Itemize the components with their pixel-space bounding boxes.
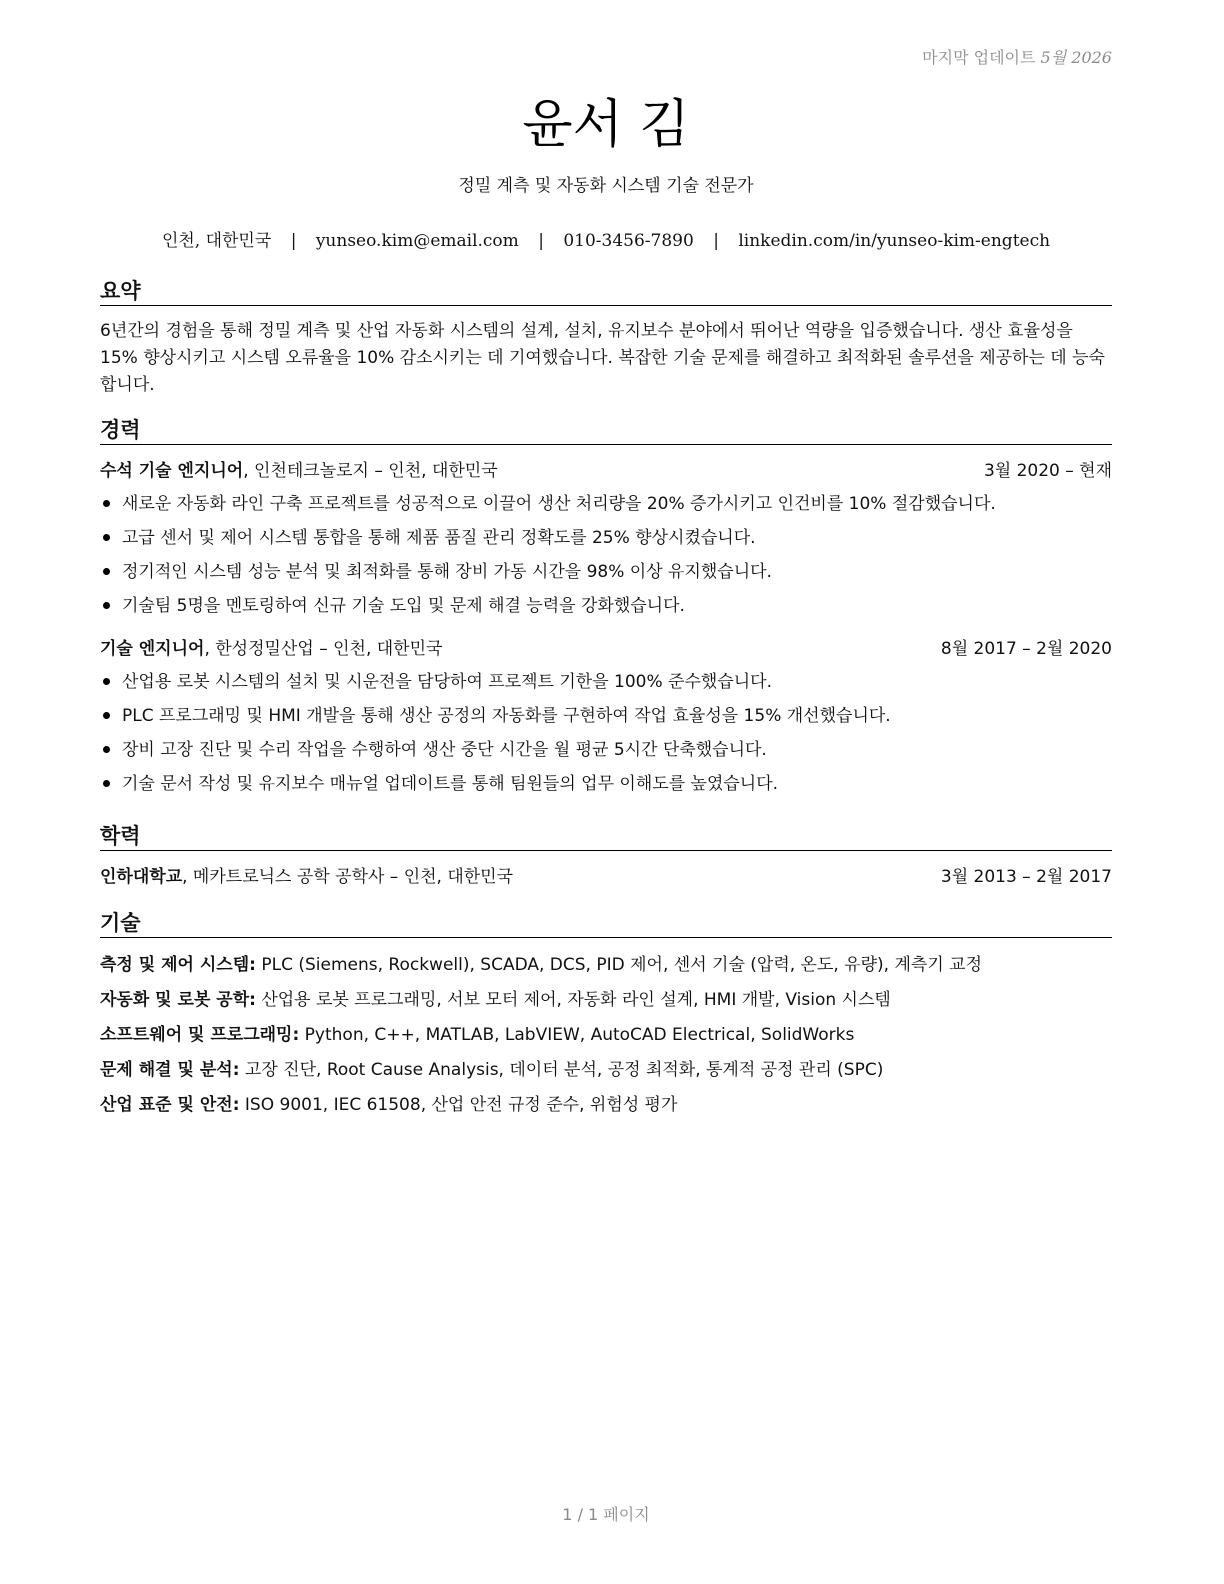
bullet-icon <box>103 780 110 787</box>
summary-heading: 요약 <box>100 277 1112 306</box>
skill-row <box>100 948 1112 983</box>
last-updated-prefix: 마지막 업데이트 <box>922 48 1036 67</box>
contact-separator: | <box>713 231 719 251</box>
candidate-name: 윤서 김 <box>522 95 690 155</box>
page-indicator: 1 / 1 페이지 <box>562 1505 650 1524</box>
skills-heading: 기술 <box>100 909 1112 938</box>
bullet-icon <box>103 678 110 685</box>
summary-text: 6년간의 경험을 통해 정밀 계측 및 산업 자동화 시스템의 설계, 설치, 유지보수 분야에서 뛰어난 역량을 입증했습니다. 생산 효율성을 15% 향상시키고 시스템 오류율을 10% 감소시키는 데 기여했습니다. 복잡한 기술 문제를 해결하고 최적화된 솔루션을 제공하는 데 능숙합니다. <box>100 321 1105 395</box>
skills-list <box>100 948 1112 1123</box>
education-detail: , 메카트로닉스 공학 공학사 – 인천, 대한민국 <box>182 867 514 887</box>
contact-separator: | <box>290 231 297 251</box>
bullet-text: 기술팀 5명을 멘토링하여 신규 기술 도입 및 문제 해결 능력을 강화했습니다. <box>122 596 685 616</box>
contact-phone: 010-3456-7890 <box>563 231 694 251</box>
bullet-item <box>100 767 1112 801</box>
skill-label: 산업 표준 및 안전: <box>100 1095 240 1115</box>
job-role: 수석 기술 엔지니어 <box>100 461 244 481</box>
last-updated-date: 5월 2026 <box>1040 48 1112 67</box>
job-title-line <box>100 637 442 661</box>
education-section <box>100 822 1112 889</box>
experience-heading: 경력 <box>100 416 1112 445</box>
bullet-icon <box>103 712 110 719</box>
bullet-item <box>100 487 1112 521</box>
bullet-icon <box>103 534 110 541</box>
bullet-text: 고급 센서 및 제어 시스템 통합을 통해 제품 품질 관리 정확도를 25% 향상시켰습니다. <box>122 528 756 548</box>
skill-row <box>100 983 1112 1018</box>
skill-value: 고장 진단, Root Cause Analysis, 데이터 분석, 공정 최적화, 통계적 공정 관리 (SPC) <box>239 1060 884 1080</box>
bullet-text: 새로운 자동화 라인 구축 프로젝트를 성공적으로 이끌어 생산 처리량을 20% 증가시키고 인건비를 10% 절감했습니다. <box>122 494 996 514</box>
summary-section <box>100 277 1112 399</box>
contact-line <box>100 226 1112 251</box>
job-bullets <box>100 487 1112 623</box>
skill-value: ISO 9001, IEC 61508, 산업 안전 규정 준수, 위험성 평가 <box>239 1095 678 1115</box>
job-org: , 인천테크놀로지 – 인천, 대한민국 <box>243 461 498 481</box>
job-entry <box>100 459 1112 623</box>
job-dates: 8월 2017 – 2월 2020 <box>940 639 1112 659</box>
bullet-item <box>100 521 1112 555</box>
bullet-item <box>100 665 1112 699</box>
experience-section <box>100 416 1112 801</box>
job-entry <box>100 637 1112 801</box>
bullet-text: 정기적인 시스템 성능 분석 및 최적화를 통해 장비 가동 시간을 98% 이상 유지했습니다. <box>122 562 772 582</box>
job-header <box>100 459 1112 483</box>
contact-linkedin[interactable]: linkedin.com/in/yunseo-kim-engtech <box>738 231 1051 251</box>
skill-row <box>100 1053 1112 1088</box>
job-bullets <box>100 665 1112 801</box>
skill-label: 측정 및 제어 시스템: <box>100 955 256 975</box>
bullet-icon <box>103 500 110 507</box>
job-org: , 한성정밀산업 – 인천, 대한민국 <box>204 639 443 659</box>
bullet-item <box>100 699 1112 733</box>
job-dates: 3월 2020 – 현재 <box>983 461 1112 481</box>
bullet-text: 기술 문서 작성 및 유지보수 매뉴얼 업데이트를 통해 팀원들의 업무 이해도를 높였습니다. <box>122 774 779 794</box>
skill-value: PLC (Siemens, Rockwell), SCADA, DCS, PID 제어, 센서 기술 (압력, 온도, 유량), 계측기 교정 <box>255 955 983 975</box>
bullet-icon <box>103 746 110 753</box>
bullet-icon <box>103 568 110 575</box>
skill-label: 자동화 및 로봇 공학: <box>100 990 256 1010</box>
education-school: 인하대학교 <box>100 867 183 887</box>
education-heading: 학력 <box>100 822 1112 851</box>
education-dates: 3월 2013 – 2월 2017 <box>940 867 1112 887</box>
job-title-line <box>100 459 498 483</box>
skill-row <box>100 1088 1112 1123</box>
education-entry <box>100 865 1112 889</box>
job-header <box>100 637 1112 661</box>
bullet-item <box>100 589 1112 623</box>
bullet-item <box>100 555 1112 589</box>
job-role: 기술 엔지니어 <box>100 639 205 659</box>
contact-location: 인천, 대한민국 <box>161 231 272 251</box>
bullet-text: PLC 프로그래밍 및 HMI 개발을 통해 생산 공정의 자동화를 구현하여 작업 효율성을 15% 개선했습니다. <box>122 706 891 726</box>
skill-label: 소프트웨어 및 프로그래밍: <box>100 1025 300 1045</box>
skill-label: 문제 해결 및 분석: <box>100 1060 240 1080</box>
candidate-headline: 정밀 계측 및 자동화 시스템 기술 전문가 <box>458 176 754 196</box>
contact-email[interactable]: yunseo.kim@email.com <box>315 231 519 251</box>
bullet-text: 장비 고장 진단 및 수리 작업을 수행하여 생산 중단 시간을 월 평균 5시간 단축했습니다. <box>122 740 767 760</box>
skill-value: 산업용 로봇 프로그래밍, 서보 모터 제어, 자동화 라인 설계, HMI 개발, Vision 시스템 <box>255 990 891 1010</box>
contact-separator: | <box>538 231 544 251</box>
last-updated <box>922 45 1112 68</box>
bullet-icon <box>103 602 110 609</box>
bullet-item <box>100 733 1112 767</box>
skills-section <box>100 909 1112 1123</box>
education-title-line <box>100 865 513 889</box>
skill-value: Python, C++, MATLAB, LabVIEW, AutoCAD Electrical, SolidWorks <box>299 1025 855 1045</box>
skill-row <box>100 1018 1112 1053</box>
bullet-text: 산업용 로봇 시스템의 설치 및 시운전을 담당하여 프로젝트 기한을 100% 준수했습니다. <box>122 672 772 692</box>
resume-page <box>100 0 1112 1584</box>
